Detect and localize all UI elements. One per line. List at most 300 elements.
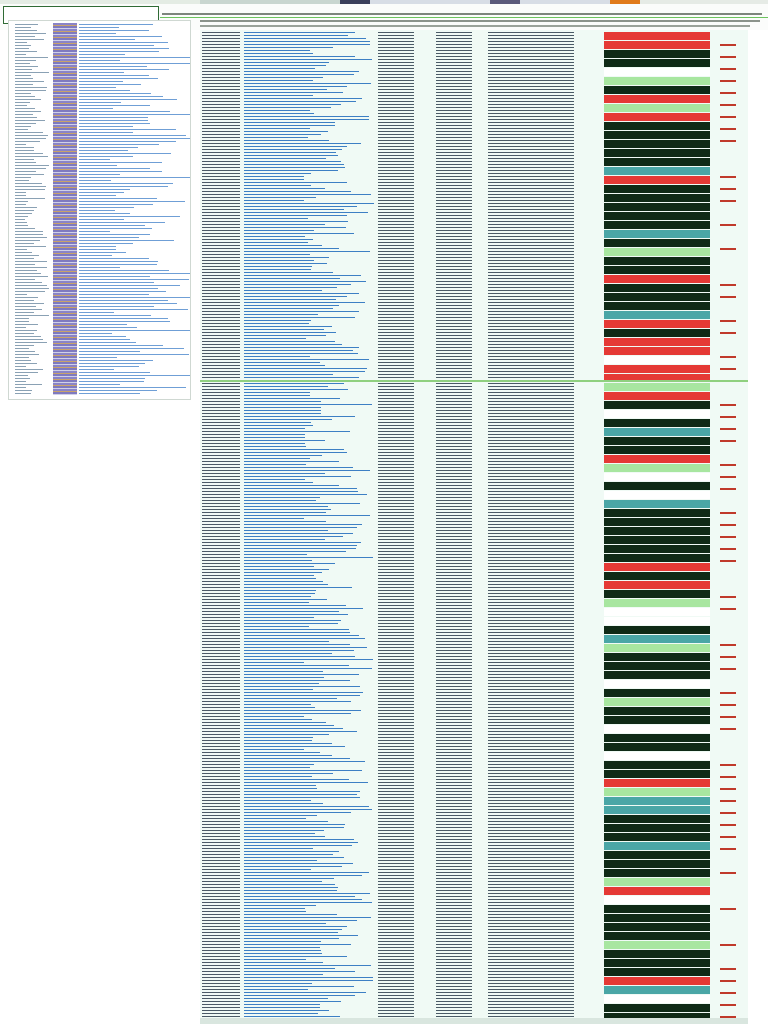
table-row[interactable] xyxy=(200,764,748,765)
sidebar-item[interactable] xyxy=(79,198,157,199)
sidebar-item[interactable] xyxy=(79,180,111,181)
table-row[interactable] xyxy=(200,710,748,711)
table-row[interactable] xyxy=(200,944,748,945)
table-row[interactable] xyxy=(200,287,748,288)
sidebar-item[interactable] xyxy=(79,213,130,214)
table-row[interactable] xyxy=(200,917,748,918)
table-row[interactable] xyxy=(200,551,748,552)
row-action-link[interactable] xyxy=(720,908,736,910)
sidebar-item[interactable] xyxy=(79,117,148,118)
table-row[interactable] xyxy=(200,209,748,210)
table-row[interactable] xyxy=(200,656,748,657)
sidebar-item[interactable] xyxy=(79,165,117,166)
table-row[interactable] xyxy=(200,296,748,297)
row-action-link[interactable] xyxy=(720,644,736,646)
table-row[interactable] xyxy=(200,632,748,633)
table-row[interactable] xyxy=(200,827,748,828)
row-action-link[interactable] xyxy=(720,224,736,226)
row-action-link[interactable] xyxy=(720,176,736,178)
table-row[interactable] xyxy=(200,197,748,198)
table-row[interactable] xyxy=(200,683,748,684)
sidebar-item[interactable] xyxy=(79,312,114,313)
row-action-link[interactable] xyxy=(720,188,736,190)
table-row[interactable] xyxy=(200,326,748,327)
sidebar-item[interactable] xyxy=(79,309,188,310)
table-row[interactable] xyxy=(200,929,748,930)
table-row[interactable] xyxy=(200,359,748,360)
table-row[interactable] xyxy=(200,281,748,282)
table-row[interactable] xyxy=(200,389,748,390)
sidebar-item[interactable] xyxy=(79,153,171,154)
table-row[interactable] xyxy=(200,470,748,471)
table-row[interactable] xyxy=(200,254,748,255)
table-row[interactable] xyxy=(200,353,748,354)
sidebar-item[interactable] xyxy=(79,279,189,280)
table-row[interactable] xyxy=(200,638,748,639)
sidebar-item[interactable] xyxy=(79,270,169,271)
table-row[interactable] xyxy=(200,809,748,810)
table-row[interactable] xyxy=(200,542,748,543)
sidebar-item[interactable] xyxy=(79,150,128,151)
table-row[interactable] xyxy=(200,791,748,792)
table-row[interactable] xyxy=(200,1016,748,1017)
table-row[interactable] xyxy=(200,467,748,468)
table-row[interactable] xyxy=(200,695,748,696)
sidebar-item[interactable] xyxy=(79,168,150,169)
table-row[interactable] xyxy=(200,719,748,720)
table-row[interactable] xyxy=(200,893,748,894)
table-row[interactable] xyxy=(200,371,748,372)
sidebar-item[interactable] xyxy=(79,87,116,88)
table-row[interactable] xyxy=(200,848,748,849)
table-row[interactable] xyxy=(200,524,748,525)
table-row[interactable] xyxy=(200,566,748,567)
row-action-link[interactable] xyxy=(720,44,736,46)
sidebar-item[interactable] xyxy=(79,195,116,196)
table-row[interactable] xyxy=(200,515,748,516)
table-row[interactable] xyxy=(200,731,748,732)
table-row[interactable] xyxy=(200,485,748,486)
table-row[interactable] xyxy=(200,839,748,840)
row-action-link[interactable] xyxy=(720,992,736,994)
table-row[interactable] xyxy=(200,269,748,270)
sidebar-item[interactable] xyxy=(79,363,145,364)
table-row[interactable] xyxy=(200,56,748,57)
table-row[interactable] xyxy=(200,845,748,846)
table-row[interactable] xyxy=(200,872,748,873)
sidebar-item[interactable] xyxy=(79,183,173,184)
table-row[interactable] xyxy=(200,119,748,120)
table-row[interactable] xyxy=(200,179,748,180)
table-row[interactable] xyxy=(200,458,748,459)
table-row[interactable] xyxy=(200,299,748,300)
table-row[interactable] xyxy=(200,713,748,714)
table-row[interactable] xyxy=(200,335,748,336)
table-row[interactable] xyxy=(200,611,748,612)
sidebar-item[interactable] xyxy=(79,378,145,379)
table-row[interactable] xyxy=(200,350,748,351)
table-row[interactable] xyxy=(200,884,748,885)
table-row[interactable] xyxy=(200,395,748,396)
sidebar-item[interactable] xyxy=(79,318,168,319)
sidebar-item[interactable] xyxy=(79,207,134,208)
table-row[interactable] xyxy=(200,35,748,36)
table-row[interactable] xyxy=(200,341,748,342)
row-action-link[interactable] xyxy=(720,836,736,838)
sidebar-item[interactable] xyxy=(79,129,176,130)
table-row[interactable] xyxy=(200,362,748,363)
table-row[interactable] xyxy=(200,560,748,561)
table-row[interactable] xyxy=(200,263,748,264)
row-action-link[interactable] xyxy=(720,800,736,802)
sidebar-item[interactable] xyxy=(79,234,150,235)
sidebar-item[interactable] xyxy=(79,231,110,232)
sidebar-item[interactable] xyxy=(79,327,137,328)
sidebar-item[interactable] xyxy=(79,90,130,91)
sidebar-item[interactable] xyxy=(79,144,159,145)
sidebar-item[interactable] xyxy=(79,159,110,160)
table-row[interactable] xyxy=(200,503,748,504)
table-row[interactable] xyxy=(200,155,748,156)
table-row[interactable] xyxy=(200,938,748,939)
table-row[interactable] xyxy=(200,191,748,192)
row-action-link[interactable] xyxy=(720,464,736,466)
sidebar-item[interactable] xyxy=(79,276,150,277)
sidebar-item[interactable] xyxy=(79,285,180,286)
table-row[interactable] xyxy=(200,926,748,927)
table-row[interactable] xyxy=(200,215,748,216)
table-row[interactable] xyxy=(200,647,748,648)
row-action-link[interactable] xyxy=(720,1004,736,1006)
table-row[interactable] xyxy=(200,920,748,921)
sidebar-item[interactable] xyxy=(79,132,133,133)
row-action-link[interactable] xyxy=(720,968,736,970)
row-action-link[interactable] xyxy=(720,476,736,478)
sidebar-item[interactable] xyxy=(79,219,124,220)
sidebar-item[interactable] xyxy=(79,162,162,163)
sidebar-item[interactable] xyxy=(79,171,162,172)
sidebar-item[interactable] xyxy=(79,351,140,352)
table-row[interactable] xyxy=(200,686,748,687)
row-action-link[interactable] xyxy=(720,812,736,814)
row-action-link[interactable] xyxy=(720,248,736,250)
table-row[interactable] xyxy=(200,170,748,171)
sidebar-item[interactable] xyxy=(79,252,126,253)
table-row[interactable] xyxy=(200,587,748,588)
table-row[interactable] xyxy=(200,101,748,102)
row-action-link[interactable] xyxy=(720,524,736,526)
table-row[interactable] xyxy=(200,935,748,936)
table-row[interactable] xyxy=(200,476,748,477)
table-row[interactable] xyxy=(200,557,748,558)
sidebar-item[interactable] xyxy=(79,267,120,268)
table-row[interactable] xyxy=(200,812,748,813)
table-row[interactable] xyxy=(200,1007,748,1008)
row-action-link[interactable] xyxy=(720,716,736,718)
table-row[interactable] xyxy=(200,992,748,993)
row-action-link[interactable] xyxy=(720,764,736,766)
table-row[interactable] xyxy=(200,773,748,774)
table-row[interactable] xyxy=(200,956,748,957)
row-action-link[interactable] xyxy=(720,608,736,610)
row-action-link[interactable] xyxy=(720,536,736,538)
table-row[interactable] xyxy=(200,323,748,324)
table-row[interactable] xyxy=(200,818,748,819)
table-row[interactable] xyxy=(200,164,748,165)
table-row[interactable] xyxy=(200,80,748,81)
row-action-link[interactable] xyxy=(720,128,736,130)
sidebar-item[interactable] xyxy=(79,333,112,334)
row-action-link[interactable] xyxy=(720,560,736,562)
sidebar-item[interactable] xyxy=(79,105,150,106)
row-action-link[interactable] xyxy=(720,284,736,286)
sidebar-item[interactable] xyxy=(79,192,124,193)
table-row[interactable] xyxy=(200,125,748,126)
sidebar-item[interactable] xyxy=(79,384,120,385)
table-row[interactable] xyxy=(200,479,748,480)
sidebar-item[interactable] xyxy=(79,375,190,376)
sidebar-item[interactable] xyxy=(79,114,191,115)
sidebar-item[interactable] xyxy=(79,261,158,262)
sidebar-item[interactable] xyxy=(79,321,170,322)
table-row[interactable] xyxy=(200,821,748,822)
table-row[interactable] xyxy=(200,755,748,756)
table-row[interactable] xyxy=(200,251,748,252)
table-row[interactable] xyxy=(200,71,748,72)
row-action-link[interactable] xyxy=(720,80,736,82)
row-action-link[interactable] xyxy=(720,56,736,58)
table-row[interactable] xyxy=(200,989,748,990)
sidebar-item[interactable] xyxy=(79,273,191,274)
table-row[interactable] xyxy=(200,206,748,207)
row-action-link[interactable] xyxy=(720,980,736,982)
sidebar-item[interactable] xyxy=(79,30,149,31)
table-row[interactable] xyxy=(200,143,748,144)
table-row[interactable] xyxy=(200,722,748,723)
table-row[interactable] xyxy=(200,908,748,909)
table-row[interactable] xyxy=(200,800,748,801)
sidebar-item[interactable] xyxy=(79,369,114,370)
row-action-link[interactable] xyxy=(720,848,736,850)
table-row[interactable] xyxy=(200,386,748,387)
row-action-link[interactable] xyxy=(720,200,736,202)
table-row[interactable] xyxy=(200,947,748,948)
sidebar-item[interactable] xyxy=(79,123,150,124)
sidebar-item[interactable] xyxy=(79,57,191,58)
table-row[interactable] xyxy=(200,218,748,219)
sidebar-item[interactable] xyxy=(79,255,112,256)
sidebar-item[interactable] xyxy=(79,24,153,25)
table-row[interactable] xyxy=(200,578,748,579)
table-row[interactable] xyxy=(200,434,748,435)
sidebar-item[interactable] xyxy=(79,330,191,331)
sidebar-item[interactable] xyxy=(79,222,165,223)
row-action-link[interactable] xyxy=(720,68,736,70)
table-row[interactable] xyxy=(200,962,748,963)
table-row[interactable] xyxy=(200,152,748,153)
row-action-link[interactable] xyxy=(720,944,736,946)
sidebar-item[interactable] xyxy=(79,111,170,112)
table-row[interactable] xyxy=(200,272,748,273)
table-row[interactable] xyxy=(200,659,748,660)
table-row[interactable] xyxy=(200,53,748,54)
table-row[interactable] xyxy=(200,128,748,129)
sidebar-item[interactable] xyxy=(79,294,149,295)
table-row[interactable] xyxy=(200,902,748,903)
row-action-link[interactable] xyxy=(720,692,736,694)
sidebar-item[interactable] xyxy=(79,141,176,142)
table-row[interactable] xyxy=(200,413,748,414)
table-row[interactable] xyxy=(200,398,748,399)
table-row[interactable] xyxy=(200,512,748,513)
sidebar-item[interactable] xyxy=(79,246,116,247)
table-row[interactable] xyxy=(200,173,748,174)
sidebar-item[interactable] xyxy=(79,336,126,337)
sidebar-item[interactable] xyxy=(79,33,116,34)
row-action-link[interactable] xyxy=(720,332,736,334)
table-row[interactable] xyxy=(200,278,748,279)
sidebar-item[interactable] xyxy=(79,96,163,97)
table-row[interactable] xyxy=(200,593,748,594)
table-row[interactable] xyxy=(200,740,748,741)
table-row[interactable] xyxy=(200,506,748,507)
table-row[interactable] xyxy=(200,854,748,855)
row-action-link[interactable] xyxy=(720,416,736,418)
sidebar-item[interactable] xyxy=(79,342,136,343)
sidebar-item[interactable] xyxy=(79,42,168,43)
sidebar-item[interactable] xyxy=(79,393,140,394)
table-row[interactable] xyxy=(200,998,748,999)
table-row[interactable] xyxy=(200,110,748,111)
row-action-link[interactable] xyxy=(720,488,736,490)
sidebar-item[interactable] xyxy=(79,339,130,340)
sidebar-item[interactable] xyxy=(79,348,184,349)
sidebar-item[interactable] xyxy=(79,204,153,205)
sidebar-item[interactable] xyxy=(79,48,169,49)
row-action-link[interactable] xyxy=(720,368,736,370)
row-action-link[interactable] xyxy=(720,404,736,406)
table-row[interactable] xyxy=(200,983,748,984)
row-action-link[interactable] xyxy=(720,92,736,94)
row-action-link[interactable] xyxy=(720,776,736,778)
table-row[interactable] xyxy=(200,236,748,237)
row-action-link[interactable] xyxy=(720,440,736,442)
table-row[interactable] xyxy=(200,188,748,189)
table-row[interactable] xyxy=(200,308,748,309)
sidebar-item[interactable] xyxy=(79,93,151,94)
sidebar-item[interactable] xyxy=(79,126,133,127)
table-row[interactable] xyxy=(200,245,748,246)
table-row[interactable] xyxy=(200,737,748,738)
table-row[interactable] xyxy=(200,65,748,66)
table-row[interactable] xyxy=(200,971,748,972)
table-row[interactable] xyxy=(200,863,748,864)
table-row[interactable] xyxy=(200,227,748,228)
table-row[interactable] xyxy=(200,146,748,147)
sidebar-item[interactable] xyxy=(79,36,162,37)
table-row[interactable] xyxy=(200,614,748,615)
table-row[interactable] xyxy=(200,332,748,333)
sidebar-item[interactable] xyxy=(79,225,145,226)
table-row[interactable] xyxy=(200,866,748,867)
row-action-link[interactable] xyxy=(720,728,736,730)
table-row[interactable] xyxy=(200,641,748,642)
table-row[interactable] xyxy=(200,1010,748,1011)
sidebar-item[interactable] xyxy=(79,99,177,100)
table-row[interactable] xyxy=(200,242,748,243)
table-row[interactable] xyxy=(200,92,748,93)
sidebar-item[interactable] xyxy=(79,51,159,52)
sidebar-item[interactable] xyxy=(79,288,158,289)
table-row[interactable] xyxy=(200,830,748,831)
sidebar-item[interactable] xyxy=(79,264,157,265)
sidebar-item[interactable] xyxy=(79,78,158,79)
table-row[interactable] xyxy=(200,596,748,597)
table-row[interactable] xyxy=(200,98,748,99)
row-action-link[interactable] xyxy=(720,548,736,550)
row-action-link[interactable] xyxy=(720,788,736,790)
sidebar-item[interactable] xyxy=(79,27,119,28)
sidebar-item[interactable] xyxy=(79,282,154,283)
row-action-link[interactable] xyxy=(720,704,736,706)
sidebar-item[interactable] xyxy=(79,249,116,250)
table-row[interactable] xyxy=(200,377,748,378)
sidebar-item[interactable] xyxy=(79,387,186,388)
row-action-link[interactable] xyxy=(720,356,736,358)
sidebar-item[interactable] xyxy=(79,366,139,367)
sidebar-item[interactable] xyxy=(79,237,139,238)
table-row[interactable] xyxy=(200,665,748,666)
table-row[interactable] xyxy=(200,431,748,432)
table-row[interactable] xyxy=(200,116,748,117)
sidebar-item[interactable] xyxy=(79,147,138,148)
sidebar-item[interactable] xyxy=(79,174,120,175)
table-row[interactable] xyxy=(200,674,748,675)
row-action-link[interactable] xyxy=(720,428,736,430)
sidebar-item[interactable] xyxy=(79,216,180,217)
row-action-link[interactable] xyxy=(720,872,736,874)
table-row[interactable] xyxy=(200,137,748,138)
table-row[interactable] xyxy=(200,314,748,315)
sidebar-item[interactable] xyxy=(79,315,151,316)
table-row[interactable] xyxy=(200,668,748,669)
table-row[interactable] xyxy=(200,794,748,795)
sidebar-item[interactable] xyxy=(79,66,147,67)
table-row[interactable] xyxy=(200,974,748,975)
table-row[interactable] xyxy=(200,233,748,234)
sidebar-item[interactable] xyxy=(79,72,124,73)
table-row[interactable] xyxy=(200,62,748,63)
sidebar-item[interactable] xyxy=(79,243,133,244)
table-row[interactable] xyxy=(200,575,748,576)
table-row[interactable] xyxy=(200,530,748,531)
sidebar-item[interactable] xyxy=(79,84,141,85)
table-row[interactable] xyxy=(200,965,748,966)
table-row[interactable] xyxy=(200,602,748,603)
row-action-link[interactable] xyxy=(720,824,736,826)
table-row[interactable] xyxy=(200,83,748,84)
table-row[interactable] xyxy=(200,623,748,624)
table-row[interactable] xyxy=(200,701,748,702)
sidebar-item[interactable] xyxy=(79,45,154,46)
table-row[interactable] xyxy=(200,107,748,108)
table-row[interactable] xyxy=(200,461,748,462)
table-row[interactable] xyxy=(200,785,748,786)
row-action-link[interactable] xyxy=(720,116,736,118)
sidebar-item[interactable] xyxy=(79,306,154,307)
table-row[interactable] xyxy=(200,1001,748,1002)
sidebar-item[interactable] xyxy=(79,357,117,358)
